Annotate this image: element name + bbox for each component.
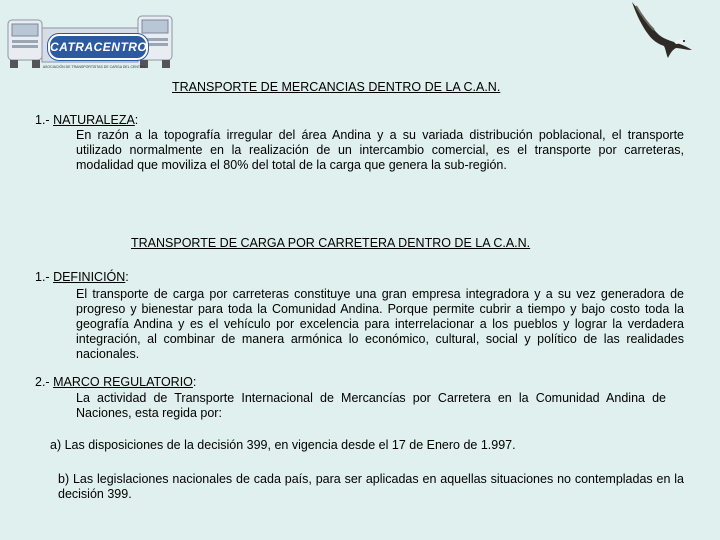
definicion-heading <box>35 270 129 284</box>
eagle-icon <box>628 0 694 64</box>
marco-regulatorio-paragraph: La actividad de Transporte Internacional de Mercancías por Carretera en la Comunidad Andina de Naciones, esta regida por: <box>76 391 666 420</box>
logo-name: CATRACENTRO <box>48 34 148 60</box>
section1-title: TRANSPORTE DE MERCANCIAS DENTRO DE LA C.A.N. <box>172 80 501 94</box>
item-suffix: : <box>125 270 129 284</box>
item-label: NATURALEZA <box>53 113 135 127</box>
definicion-paragraph: El transporte de carga por carreteras constituye una gran empresa integradora y a su vez generadora de progreso y bienestar para toda la Comunidad Andina. Porque permite cubrir a tiempo y bajo costo toda la geografía Andina y es el vehículo por excelencia para interrelacionar a los pueblos y lograr la verdadera integración, al combinar de manera armónica lo económico, cultural, social y político de las realidades nacionales. <box>76 287 684 361</box>
item-number: 1.- <box>35 270 54 284</box>
section2-title: TRANSPORTE DE CARGA POR CARRETERA DENTRO DE LA C.A.N. <box>131 236 531 250</box>
item-number: 2.- <box>35 375 54 389</box>
logo-tagline: ASOCIACIÓN DE TRANSPORTISTAS DE CARGA DEL CENTRO <box>42 65 146 69</box>
item-label: DEFINICIÓN <box>53 270 126 284</box>
company-logo <box>6 12 174 74</box>
item-suffix: : <box>192 375 197 389</box>
sub-item-b <box>58 472 684 502</box>
item-suffix: : <box>134 113 139 127</box>
naturaleza-paragraph: En razón a la topografía irregular del área Andina y a su variada distribución poblacional, el transporte utilizado normalmente en la realización de un intercambio comercial, es el transporte por carreteras, modalidad que moviliza el 80% del total de la carga que genera la sub-región. <box>76 128 684 172</box>
sub-item-a: a) Las disposiciones de la decisión 399, en vigencia desde el 17 de Enero de 1.997. <box>50 438 516 452</box>
sub-item-b-text: b) Las legislaciones nacionales de cada país, para ser aplicadas en aquellas situaciones no contempladas en la decisión 399. <box>58 472 684 501</box>
item-label: MARCO REGULATORIO <box>53 375 193 389</box>
item-number: 1.- <box>35 113 54 127</box>
naturaleza-heading <box>35 113 138 127</box>
marco-regulatorio-heading <box>35 375 196 389</box>
